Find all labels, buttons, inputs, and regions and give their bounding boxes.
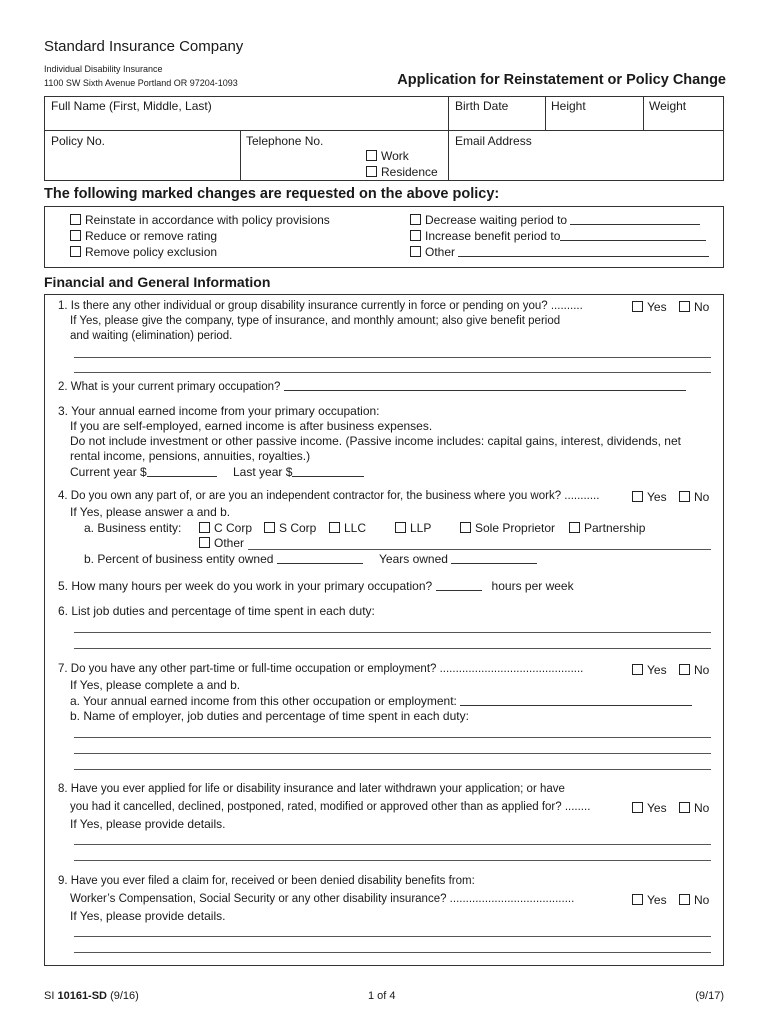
checkbox-icon[interactable] — [569, 522, 580, 533]
birth-date-field[interactable]: Birth Date — [455, 99, 509, 113]
q7-no[interactable]: No — [679, 663, 709, 677]
q3-detail: If you are self-employed, earned income is after business expenses. — [70, 419, 433, 433]
checkbox-icon[interactable] — [460, 522, 471, 533]
address: 1100 SW Sixth Avenue Portland OR 97204-1093 — [44, 78, 238, 88]
entity-sole-proprietor[interactable]: Sole Proprietor — [460, 521, 555, 535]
q7-detail: If Yes, please complete a and b. — [70, 678, 241, 692]
q5-text: 5. How many hours per week do you work in your primary occupation? hours per week — [58, 579, 574, 593]
q8-answer-line[interactable] — [74, 844, 711, 845]
checkbox-icon[interactable] — [70, 246, 81, 257]
email-field[interactable]: Email Address — [455, 134, 532, 148]
revision-date: (9/17) — [695, 990, 724, 1002]
checkbox-icon[interactable] — [199, 522, 210, 533]
q4-detail: If Yes, please answer a and b. — [70, 505, 231, 519]
q9-no[interactable]: No — [679, 893, 709, 907]
q2-text: 2. What is your current primary occupation? — [58, 379, 686, 393]
checkbox-icon[interactable] — [70, 214, 81, 225]
q9-answer-line[interactable] — [74, 936, 711, 937]
q3-detail-2: Do not include investment or other passive income. (Passive income includes: capital gains, interest, dividends, net — [70, 434, 681, 448]
telephone-field[interactable]: Telephone No. — [246, 134, 324, 148]
reinstate-option[interactable]: Reinstate in accordance with policy provisions — [70, 213, 330, 227]
other-change-input[interactable] — [458, 245, 709, 257]
q8-answer-line[interactable] — [74, 860, 711, 861]
checkbox-icon[interactable] — [410, 246, 421, 257]
entity-ccorp[interactable]: C Corp — [199, 521, 252, 535]
weight-field[interactable]: Weight — [649, 99, 687, 113]
q1-detail: If Yes, please give the company, type of insurance, and monthly amount; also give benefit period — [70, 315, 561, 327]
q7-yes[interactable]: Yes — [632, 663, 667, 677]
q1-yes[interactable]: Yes — [632, 300, 667, 314]
q3-detail-3: rental income, pensions, annuities, royalties.) — [70, 449, 311, 463]
financial-heading: Financial and General Information — [44, 274, 271, 290]
work-checkbox[interactable]: Work — [366, 149, 409, 163]
q1-no[interactable]: No — [679, 300, 709, 314]
decrease-waiting-option[interactable]: Decrease waiting period to — [410, 213, 700, 227]
q8-detail-2: If Yes, please provide details. — [70, 817, 226, 831]
checkbox-icon[interactable] — [264, 522, 275, 533]
q2-input[interactable] — [284, 379, 686, 391]
company-name: Standard Insurance Company — [44, 38, 244, 55]
q3-current-year: Current year $ — [70, 465, 217, 479]
q8-detail: you had it cancelled, declined, postponed, rated, modified or approved other than as applied for? ........ — [70, 801, 591, 813]
entity-other[interactable]: Other — [199, 536, 244, 550]
q1-text: 1. Is there any other individual or group disability insurance currently in force or pending on you? .......... — [58, 300, 583, 312]
full-name-field[interactable]: Full Name (First, Middle, Last) — [51, 99, 212, 113]
q7-a: a. Your annual earned income from this other occupation or employment: — [70, 694, 692, 708]
entity-other-line[interactable] — [248, 549, 711, 550]
q7-text: 7. Do you have any other part-time or full-time occupation or employment? ............................................. — [58, 663, 584, 675]
entity-llp[interactable]: LLP — [395, 521, 431, 535]
q1-answer-line[interactable] — [74, 357, 711, 358]
q4-years: Years owned — [379, 552, 537, 566]
checkbox-icon[interactable] — [329, 522, 340, 533]
other-change-option[interactable]: Other — [410, 245, 709, 259]
q7-answer-line[interactable] — [74, 753, 711, 754]
q6-answer-line[interactable] — [74, 632, 711, 633]
current-year-input[interactable] — [147, 465, 217, 477]
q7-answer-line[interactable] — [74, 737, 711, 738]
checkbox-icon[interactable] — [366, 166, 377, 177]
checkbox-icon[interactable] — [632, 664, 643, 675]
checkbox-icon[interactable] — [70, 230, 81, 241]
entity-llc[interactable]: LLC — [329, 521, 366, 535]
checkbox-icon[interactable] — [366, 150, 377, 161]
checkbox-icon[interactable] — [679, 491, 690, 502]
q3-text: 3. Your annual earned income from your primary occupation: — [58, 404, 380, 418]
remove-exclusion-option[interactable]: Remove policy exclusion — [70, 245, 217, 259]
changes-heading: The following marked changes are requested on the above policy: — [44, 186, 500, 202]
form-title: Application for Reinstatement or Policy Change — [397, 72, 726, 88]
q8-no[interactable]: No — [679, 801, 709, 815]
q8-text: 8. Have you ever applied for life or disability insurance and later withdrawn your application; or have — [58, 783, 565, 795]
q1-detail-2: and waiting (elimination) period. — [70, 330, 233, 342]
q4-percent: b. Percent of business entity owned — [84, 552, 363, 566]
height-field[interactable]: Height — [551, 99, 586, 113]
q4-no[interactable]: No — [679, 490, 709, 504]
increase-benefit-option[interactable]: Increase benefit period to — [410, 229, 706, 243]
last-year-input[interactable] — [292, 465, 364, 477]
increase-benefit-input[interactable] — [560, 229, 706, 241]
decrease-waiting-input[interactable] — [570, 213, 700, 225]
reduce-rating-option[interactable]: Reduce or remove rating — [70, 229, 217, 243]
checkbox-icon[interactable] — [632, 301, 643, 312]
page-number: 1 of 4 — [368, 990, 396, 1002]
checkbox-icon[interactable] — [679, 664, 690, 675]
q8-yes[interactable]: Yes — [632, 801, 667, 815]
checkbox-icon[interactable] — [410, 230, 421, 241]
q9-text: 9. Have you ever filed a claim for, received or been denied disability benefits from: — [58, 875, 475, 887]
checkbox-icon[interactable] — [679, 894, 690, 905]
q9-detail: Worker’s Compensation, Social Security or any other disability insurance? ....................................... — [70, 893, 575, 905]
q6-answer-line[interactable] — [74, 648, 711, 649]
form-number: SI 10161-SD (9/16) — [44, 990, 139, 1002]
checkbox-icon[interactable] — [410, 214, 421, 225]
checkbox-icon[interactable] — [632, 894, 643, 905]
other-income-input[interactable] — [460, 694, 692, 706]
q4-entity-label: a. Business entity: — [84, 521, 182, 535]
checkbox-icon[interactable] — [632, 802, 643, 813]
checkbox-icon[interactable] — [679, 802, 690, 813]
checkbox-icon[interactable] — [679, 301, 690, 312]
q4-yes[interactable]: Yes — [632, 490, 667, 504]
q6-text: 6. List job duties and percentage of time spent in each duty: — [58, 604, 375, 618]
checkbox-icon[interactable] — [199, 537, 210, 548]
q9-detail-2: If Yes, please provide details. — [70, 909, 226, 923]
residence-checkbox[interactable]: Residence — [366, 165, 438, 179]
financial-box — [44, 294, 724, 966]
q7-b: b. Name of employer, job duties and percentage of time spent in each duty: — [70, 709, 469, 723]
division: Individual Disability Insurance — [44, 64, 163, 74]
q4-text: 4. Do you own any part of, or are you an independent contractor for, the business where you work? ........... — [58, 490, 600, 502]
q9-yes[interactable]: Yes — [632, 893, 667, 907]
entity-partnership[interactable]: Partnership — [569, 521, 645, 535]
checkbox-icon[interactable] — [632, 491, 643, 502]
checkbox-icon[interactable] — [395, 522, 406, 533]
q1-answer-line[interactable] — [74, 372, 711, 373]
percent-owned-input[interactable] — [277, 552, 363, 564]
entity-scorp[interactable]: S Corp — [264, 521, 316, 535]
policy-no-field[interactable]: Policy No. — [51, 134, 106, 148]
q7-answer-line[interactable] — [74, 769, 711, 770]
hours-input[interactable] — [436, 579, 482, 591]
years-owned-input[interactable] — [451, 552, 537, 564]
q3-last-year: Last year $ — [233, 465, 364, 479]
q9-answer-line[interactable] — [74, 952, 711, 953]
